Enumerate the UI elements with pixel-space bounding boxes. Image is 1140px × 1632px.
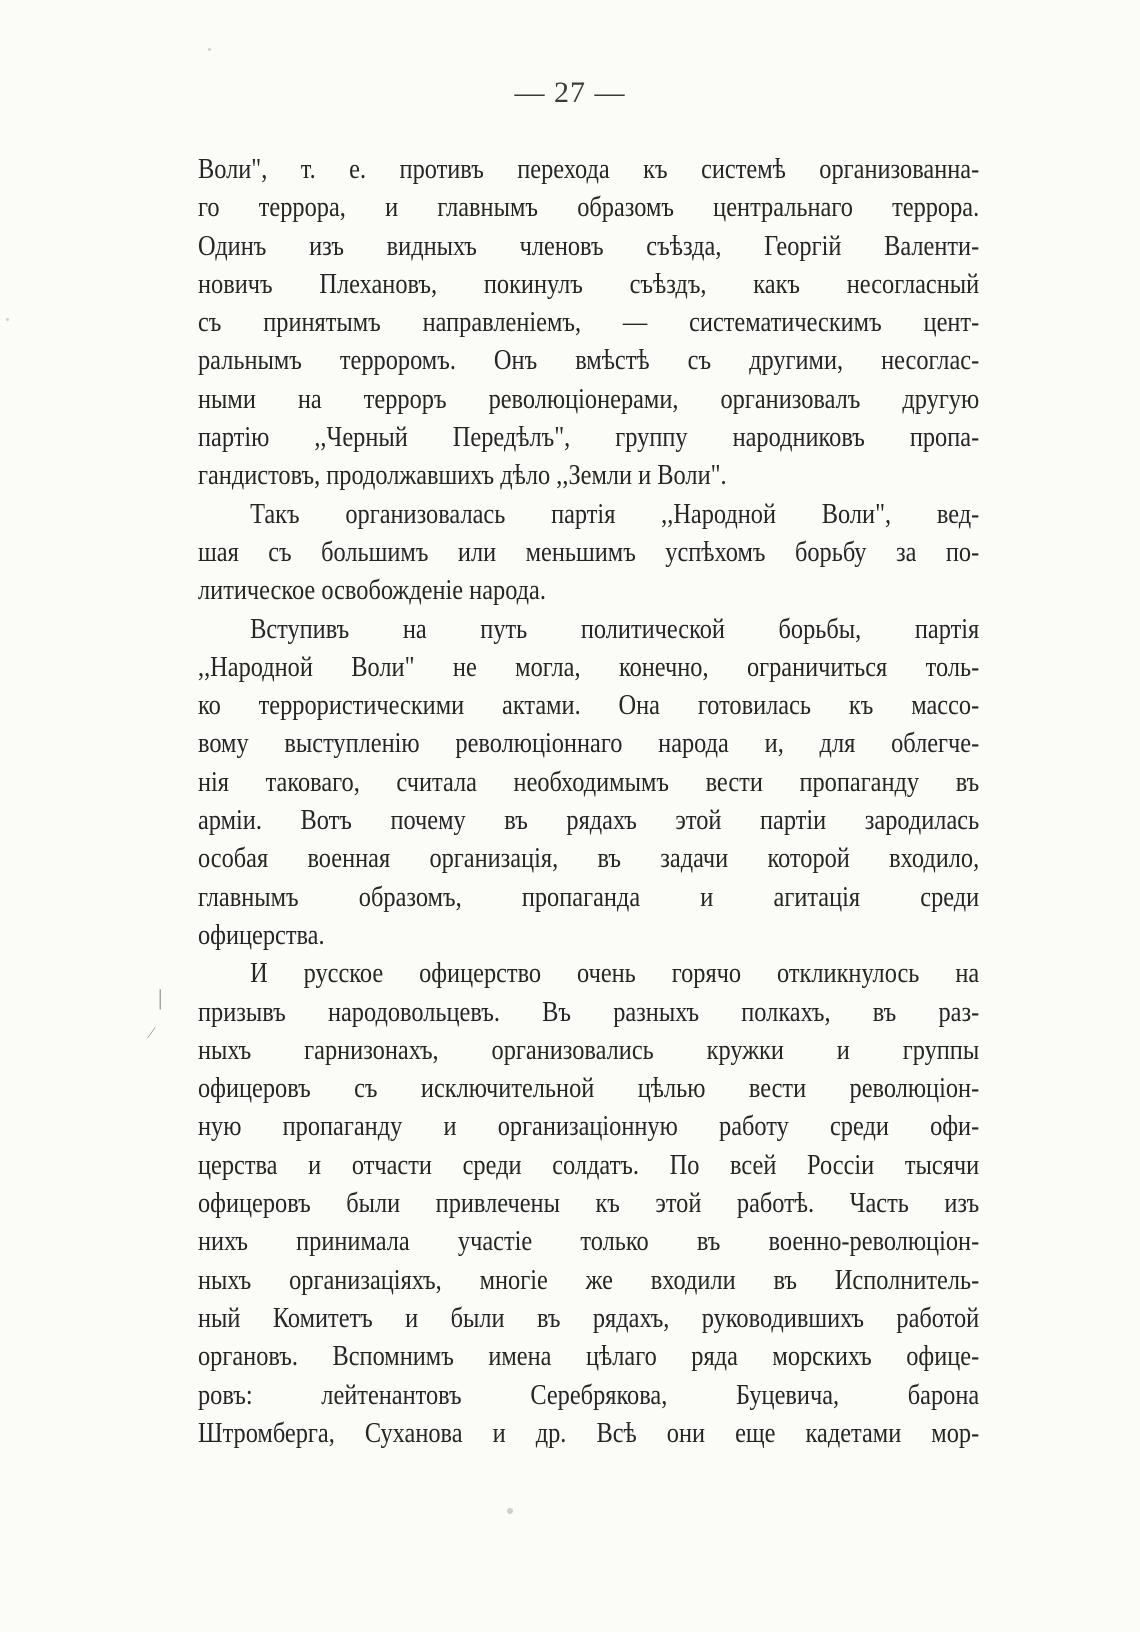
text-line: органовъ. Вспомнимъ имена цѣлаго ряда морскихъ офице- (198, 1340, 980, 1373)
text-line: вому выступленію революціоннаго народа и, для облегче- (198, 727, 980, 760)
text-line: гандистовъ, продолжавшихъ дѣло ,,Земли и Воли". (198, 459, 727, 492)
text-line: Вступивъ на путь политической борьбы, партія (250, 612, 980, 645)
text-line: партію ,,Черный Передѣлъ", группу народниковъ пропа- (198, 421, 980, 454)
text-line: съ принятымъ направленіемъ, — систематическимъ цент- (198, 306, 980, 339)
text-line: ко террористическими актами. Она готовилась къ массо- (198, 689, 980, 722)
text-line: ную пропаганду и организаціонную работу среди офи- (198, 1110, 980, 1143)
text-line: офицерства. (198, 918, 325, 951)
text-line: новичъ Плехановъ, покинулъ съѣздъ, какъ несогласный (198, 267, 980, 300)
text-line: ными на терроръ революціонерами, организовалъ другую (198, 382, 980, 415)
text-line: церства и отчасти среди солдатъ. По всей Россіи тысячи (198, 1148, 980, 1181)
paper-speck (208, 48, 211, 51)
text-line: шая съ большимъ или меньшимъ успѣхомъ борьбу за по- (198, 535, 980, 568)
text-line: ,,Народной Воли" не могла, конечно, ограничиться толь- (198, 650, 980, 683)
text-line: ныхъ организаціяхъ, многіе же входили въ Исполнитель- (198, 1263, 980, 1296)
page-number: — 27 — (514, 76, 626, 109)
body-text (198, 150, 980, 1452)
paper-speck (507, 1508, 513, 1514)
text-line: Штромберга, Суханова и др. Всѣ они еще кадетами мор- (198, 1416, 980, 1449)
text-line: Воли", т. е. противъ перехода къ системѣ организованна- (198, 153, 980, 185)
text-line: главнымъ образомъ, пропаганда и агитація среди (198, 880, 980, 913)
text-line: ный Комитетъ и были въ рядахъ, руководившихъ работой (198, 1301, 980, 1334)
text-line: нія таковаго, считала необходимымъ вести пропаганду въ (198, 765, 980, 798)
text-line: И русское офицерство очень горячо откликнулось на (250, 957, 980, 990)
text-line: литическое освобожденіе народа. (198, 574, 546, 607)
text-line: арміи. Вотъ почему въ рядахъ этой партіи зародилась (198, 804, 980, 837)
text-line: особая военная организація, въ задачи которой входило, (198, 842, 980, 875)
text-line: ныхъ гарнизонахъ, организовались кружки и группы (198, 1033, 980, 1066)
text-line: го террора, и главнымъ образомъ центральнаго террора. (198, 191, 980, 224)
text-line: офицеровъ съ исключительной цѣлью вести революціон- (198, 1072, 980, 1105)
text-line: нихъ принимала участіе только въ военно-революціон- (198, 1225, 980, 1258)
text-line: Одинъ изъ видныхъ членовъ съѣзда, Георгій Валенти- (198, 229, 980, 262)
text-line: ральнымъ терроромъ. Онъ вмѣстѣ съ другими, несоглас- (198, 344, 980, 377)
text-line: призывъ народовольцевъ. Въ разныхъ полкахъ, въ раз- (198, 995, 980, 1028)
text-line: офицеровъ были привлечены къ этой работѣ. Часть изъ (198, 1187, 980, 1220)
text-line: Такъ организовалась партія ,,Народной Воли", вед- (250, 497, 980, 530)
margin-pencil-mark: ⁄ (150, 1025, 153, 1042)
paper-speck (6, 318, 9, 321)
text-line: ровъ: лейтенантовъ Серебрякова, Буцевича, барона (198, 1378, 980, 1411)
margin-pencil-mark: | (158, 985, 163, 1010)
